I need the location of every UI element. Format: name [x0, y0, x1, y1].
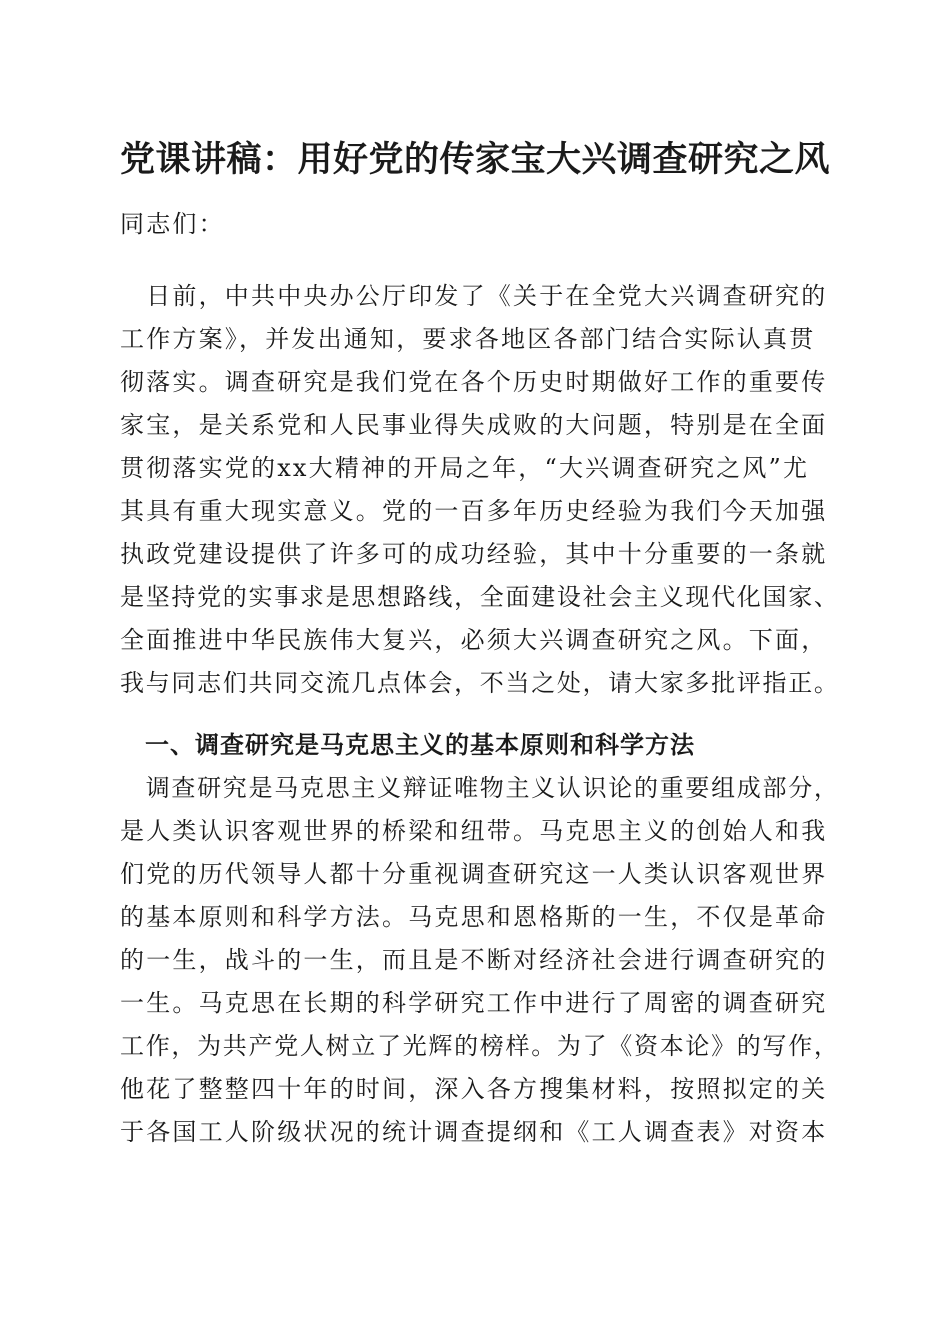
paragraph-line: 的一生，战斗的一生，而且是不断对经济社会进行调查研究的 — [120, 946, 828, 974]
paragraph-line: 是坚持党的实事求是思想路线，全面建设社会主义现代化国家、 — [120, 583, 840, 611]
paragraph-line: 们党的历代领导人都十分重视调查研究这一人类认识客观世界 — [120, 860, 828, 888]
paragraph-line: 的基本原则和科学方法。马克思和恩格斯的一生，不仅是革命 — [120, 903, 828, 931]
paragraph-line: 是人类认识客观世界的桥梁和纽带。马克思主义的创始人和我 — [120, 817, 828, 845]
document-title: 党课讲稿：用好党的传家宝大兴调查研究之风 — [120, 139, 831, 180]
paragraph-line: 一生。马克思在长期的科学研究工作中进行了周密的调查研究 — [120, 989, 828, 1017]
section-heading: 一、调查研究是马克思主义的基本原则和科学方法 — [120, 731, 695, 759]
paragraph-line: 工作，为共产党人树立了光辉的榜样。为了《资本论》的写作， — [120, 1032, 840, 1060]
paragraph-line: 其具有重大现实意义。党的一百多年历史经验为我们今天加强 — [120, 497, 828, 525]
paragraph-line: 工作方案》，并发出通知，要求各地区各部门结合实际认真贯 — [120, 325, 816, 353]
paragraph-line: 调查研究是马克思主义辩证唯物主义认识论的重要组成部分， — [120, 774, 840, 802]
paragraph-line: 贯彻落实党的xx大精神的开局之年，“大兴调查研究之风”尤 — [120, 454, 810, 482]
paragraph-line: 于各国工人阶级状况的统计调查提纲和《工人调查表》对资本 — [120, 1118, 828, 1146]
paragraph-line: 执政党建设提供了许多可的成功经验，其中十分重要的一条就 — [120, 540, 828, 568]
paragraph-line: 他花了整整四十年的时间，深入各方搜集材料，按照拟定的关 — [120, 1075, 828, 1103]
paragraph-line: 全面推进中华民族伟大复兴，必须大兴调查研究之风。下面， — [120, 626, 828, 654]
paragraph-line: 日前，中共中央办公厅印发了《关于在全党大兴调查研究的 — [120, 282, 828, 310]
salutation: 同志们： — [120, 210, 225, 238]
paragraph-line: 家宝，是关系党和人民事业得失成败的大问题，特别是在全面 — [120, 411, 828, 439]
paragraph-line: 我与同志们共同交流几点体会，不当之处，请大家多批评指正。 — [120, 669, 840, 697]
paragraph-line: 彻落实。调查研究是我们党在各个历史时期做好工作的重要传 — [120, 368, 828, 396]
